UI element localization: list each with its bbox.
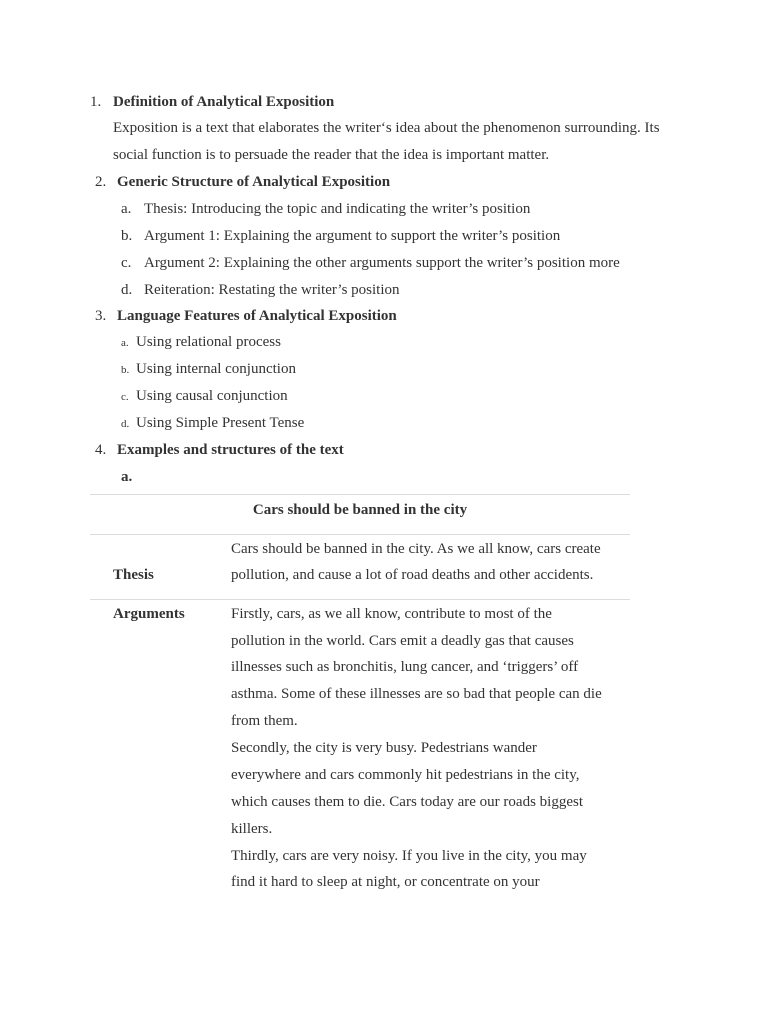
- section-2-item-b-text: Argument 1: Explaining the argument to support the writer’s position: [144, 228, 561, 244]
- section-2-item-a-text: Thesis: Introducing the topic and indicating the writer’s position: [144, 201, 531, 217]
- section-2-item-c-text: Argument 2: Explaining the other arguments support the writer’s position more: [144, 255, 620, 271]
- section-3-item-a-text: Using relational process: [136, 334, 281, 350]
- section-2-item-d-marker: d.: [121, 282, 133, 298]
- section-4-sub-marker: a.: [121, 469, 133, 485]
- thesis-line-1: Cars should be banned in the city. As we all know, cars create: [231, 541, 601, 557]
- section-2-heading: Generic Structure of Analytical Exposition: [117, 174, 391, 190]
- table-top-rule: [90, 494, 630, 495]
- arguments-line-8: which causes them to die. Cars today are our roads biggest: [231, 794, 583, 810]
- section-3-heading: Language Features of Analytical Exposition: [117, 308, 397, 324]
- section-3-item-c-marker: c.: [121, 391, 129, 403]
- section-3-item-b-marker: b.: [121, 364, 130, 376]
- section-2-item-d-text: Reiteration: Restating the writer’s position: [144, 282, 400, 298]
- arguments-line-2: pollution in the world. Cars emit a deadly gas that causes: [231, 633, 574, 649]
- arguments-line-1: Firstly, cars, as we all know, contribute to most of the: [231, 606, 552, 622]
- section-2-item-b-marker: b.: [121, 228, 133, 244]
- arguments-line-4: asthma. Some of these illnesses are so bad that people can die: [231, 686, 602, 702]
- section-1-paragraph-line-1: [113, 118, 676, 138]
- section-3-item-d-text: Using Simple Present Tense: [136, 415, 305, 431]
- section-3-item-b-text: Using internal conjunction: [136, 361, 296, 377]
- section-4-heading: Examples and structures of the text: [117, 442, 344, 458]
- thesis-label: Thesis: [113, 567, 154, 583]
- section-3-item-a-marker: a.: [121, 337, 129, 349]
- thesis-line-2: pollution, and cause a lot of road deaths and other accidents.: [231, 567, 594, 583]
- section-1-paragraph-line-1-text: Exposition is a text that elaborates the writer‘s idea about the phenomenon surrounding. Its: [113, 120, 660, 136]
- table-title: Cars should be banned in the city: [252, 502, 468, 518]
- arguments-line-10: Thirdly, cars are very noisy. If you live in the city, you may: [231, 848, 587, 864]
- arguments-label: Arguments: [113, 606, 185, 622]
- section-2-item-a-marker: a.: [121, 201, 132, 217]
- arguments-line-5: from them.: [231, 713, 298, 729]
- section-3-number: 3.: [95, 308, 107, 324]
- section-3-item-d-marker: d.: [121, 418, 130, 430]
- arguments-line-6: Secondly, the city is very busy. Pedestrians wander: [231, 740, 537, 756]
- section-3-item-c-text: Using causal conjunction: [136, 388, 288, 404]
- arguments-line-7: everywhere and cars commonly hit pedestrians in the city,: [231, 767, 580, 783]
- section-1-paragraph-line-2: social function is to persuade the reader that the idea is important matter.: [113, 147, 550, 163]
- table-title-rule: [90, 534, 630, 535]
- section-2-item-c-marker: c.: [121, 255, 132, 271]
- table-thesis-rule: [90, 599, 630, 600]
- section-1-number: 1.: [90, 94, 102, 110]
- section-1-heading: Definition of Analytical Exposition: [113, 94, 335, 110]
- arguments-line-3: illnesses such as bronchitis, lung cancer, and ‘triggers’ off: [231, 659, 579, 675]
- section-4-number: 4.: [95, 442, 107, 458]
- section-2-number: 2.: [95, 174, 107, 190]
- arguments-line-9: killers.: [231, 821, 273, 837]
- arguments-line-11: find it hard to sleep at night, or concentrate on your: [231, 874, 540, 890]
